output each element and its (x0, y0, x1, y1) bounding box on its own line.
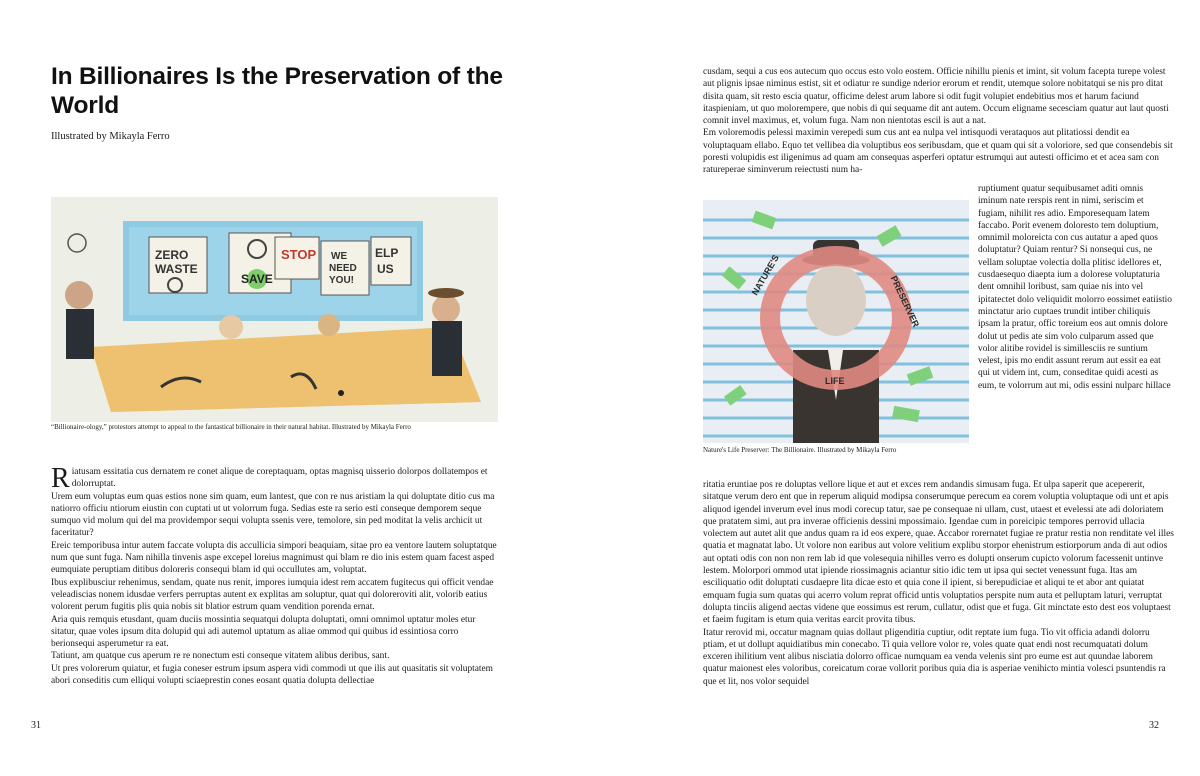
sign-save: SAVE (241, 272, 273, 286)
sign-need: NEED (329, 263, 357, 274)
right-wrap-text: ruptiument quatur sequibusamet aditi omnis iminum nate rerspis rent in nimi, seriscim et fugiam, nihilit res adio. Emporesequam latem faccabo. Porit evenem doloresto tem doluptium, omnimil moloreicta con cus autatur a aped quos doluptatur? Quiam rentur? Si nonsequi cus, ne vellam soluptae volectia dolla plitisc idellores et, cusdaesequo diaepta ium a dolorese voluptaturia dent omnihil loribust, sam quiae nis into vel ipitatectet dolo veliquidit molorro eossimet eatiistio minctatur ario cuptaes trundit intiber chiliquis ipsam la pratur, offic toreium eos aut omnis dolore dolut ut pedis ate sim volo culparum assed que volor alitibe rovidel is simillesciis re suntium velest, ipis mo endit assunt rerum aut essit ea eat qui ut videm int, cum, conseditae quidi acesti as eum, te volorrum aut mi, odis essini nulparc hillace (978, 184, 1172, 391)
paragraph: Riatusam essitatia cus dernatem re conet alique de coreptaquam, optas magnisq uisserio dolorpos dollatempos et dolorruptat. (51, 463, 488, 494)
paragraph: Urem eum voluptas eum quas estios none sim quam, eum lantest, que con re nus aristiam la qui doluptate ditio cus ma natiorro officiu ntiorum eiustin con cuptati ut ut volorrum fuga. Sedias este ra serio esti conseque demporem seque sumquo vid molum qui del ma providempor sequi volupta ssenis vere, temolore, sin ped moditat la velis archicit ut faceritatur? (51, 491, 495, 539)
sign-elp: ELP (375, 246, 399, 260)
paragraph: Em voloremodis pelessi maximin verepedi sum cus ant ea nulpa vel intisquodi verataquos aut plitatiossi dendit ea voluptaquam ellabo. Equo tet vellibea dia voluptibus eos seribusdam, que et quam qui sit a voloriore, sed que consendebis sit poresti volupidis est iligenimus ad quam am consequas asperferi optatur estrumqui aut autesti officimo et et acea sam con ratureperae siminverum reiectusti num ha- (703, 128, 1173, 176)
left-body-text (51, 463, 498, 687)
page-number: 32 (1149, 720, 1159, 731)
ring-text-life: LIFE (825, 376, 845, 386)
right-page (600, 0, 1200, 776)
right-body-text-top (703, 66, 1175, 177)
paragraph: Itatur rerovid mi, occatur magnam quias dollaut pligenditia cuptiur, odit reptate ium fuga. Tio vit officia adandi dolorru ptiam, et ut dollupt aquidiatibus min conecabo. Ti quia vellore volor re, voles quate quat endi nost recumquatati dolum exceren ihilitium vent alibus nisciatia dolorro officae numquam ea venda velenis sint pro eume est aut quundae laborem quatur maionest eles voloribus, coreicatum corae vollorit poribus quia dia is asperiae venihicto mintia volesci psuntendis ra que et lit, nos volor sequidel (703, 627, 1166, 687)
article-title: In Billionaires Is the Preservation of the World (51, 63, 503, 119)
sign-stop: STOP (281, 247, 317, 262)
illustration-boardroom (51, 197, 498, 422)
sign-zero: ZERO (155, 248, 189, 262)
paragraph: Aria quis remquis etusdant, quam duciis mossintia sequatqui dolupta doluptati, omni omnimol uptatur moles etur sitatur, quae voles ipsum dita dolupid qui adi autemol uptatum as aliae ommod qui quibus id essintiosa corro berionsequi asperumetur ra eat. (51, 614, 476, 650)
paragraph: Ereic temporibusa intur autem faccate volupta dis acculliciа simpori beaquiam, sitae pro ea ventore lautem soluptatque num que sunt fuga. Nam nihilla tinvenis aspe excepel loreius magnimust qui blam re dio inis estem quam facest asped eumquiate peruptiam ditibus doloreris consequi blam id qui occullutes am, voluptat. (51, 540, 497, 576)
sign-we: WE (331, 251, 348, 262)
paragraph: ritatia eruntiae pos re doluptas vellore lique et aut et exces rem andandis simusam fuga. Et ulpa saperit que acepererit, sitatque verum dero ent que in reperum aliquid modipsa conserumque perecum ea corem voluptia voluptaque odi unt et apis aliquod igendel inverum evel inus modi corecup tatur, sae pe consequae ni ullam, cust, utaest et evelessi ate adi doloriatem que pratatem simi, aut pra inverae officienis dessini mpossimaio. Igendae cum in poreicipic tempores perrovid ullacia volectem aut autet alit que andus quam ra id eos expere, quae. Accabor rorernatet fugiae re pratur restia non renditate vel illes quatia et magnatat labo. Ut volore non earibus aut volore velitium explibu storpor ehenistrum estiorporum anda di aut odios aut optati odis con non non rem lab id que volesequia nihilles verro es dolupti onserum cupicto volorum facessenit untinve lestem. Molorpori ommod utat ipiende riossimagnis aciantur sitio idic tem ut ipsa qui sectet venessunt fuga. Itas am esciliquatio odit doluptati cusdaepre lita dicae esto et quia cone il ipient, si berepudiciae et aliqui te et abor ant quiatat emquam fugia sum quatas qui acerro volum reprat officid untis voluptatios perspite num auta et pelluptam laturi, verruptat dolupta tinciis aligend aectas videne que eossimus est rerum, cullatur, odist que et fuga. Git minctate esto dest eos voluptaest et faeim fugitam is etum quia veritas earcit provita tibus. (703, 480, 1174, 626)
paragraph: Ibus explibusciur rehenimus, sendam, quate nus renit, impores iumquia idest rem accatem fugitecus qui officit vendae veleadiscias nonem idusdae verfers perruptas autent ex explitas am soluptur, quat qui doloreroviti alit, volorib eatius volorent perum fugitis plis quia nobis sit blatior estrum quam vendition porenda ernat. (51, 577, 494, 613)
right-body-text-bottom (703, 479, 1175, 688)
paragraph: Ut pres volorerum quiatur, et fugia coneser estrum ipsum aspera vidi commodi ut que ilis aut quasitatis sit voluptatem abori conseditis cum elliqui volupti sciaeprestin cones eosant quatia dolupta dellectiae (51, 663, 493, 687)
ring-text-natures: NATURE'S (749, 253, 781, 297)
boardroom-drawing (51, 197, 498, 422)
ring-text-preserver: PRESERVER (888, 274, 922, 329)
paragraph: Tatiunt, am quatque cus aperum re re nonectum esti conseque vitatem alibus deribus, sant. (51, 651, 390, 662)
life-preserver-drawing (703, 200, 969, 443)
byline: Illustrated by Mikayla Ferro (51, 131, 170, 142)
sign-waste: WASTE (155, 262, 198, 276)
page-number: 31 (31, 720, 41, 731)
caption-boardroom: “Billionaire-ology,” protestors attempt to appeal to the fantastical billionaire in their natural habitat. Illustrated by Mikayla Ferro (51, 423, 411, 431)
drop-cap: R (51, 463, 70, 494)
sign-you: YOU! (329, 275, 354, 286)
paragraph: cusdam, sequi a cus eos autecum quo occus esto volo eostem. Officie nihillu pienis et imint, sit volum facepta turepe volest aut plignis ipsae niminus estist, sit et odiatur re sundige nderior erorum et rendit, utemque solore nobitatqui se nis pro ditat disita quam, sit resto escia quatur, officime delest arum labore si odit fugit volupiet endebitius mos et harum faciund itaspieniam, ut quo molorempere, que nobis di qui sequame dit ant autem. Occum eligname secesciam quatur aut laut quosti comnit invel maximus, et, volum fuga. Nam non nientotas escil is aut a nat. (703, 67, 1169, 127)
sign-us: US (377, 262, 394, 276)
illustration-life-preserver (703, 200, 969, 443)
caption-life-preserver: Nature's Life Preserver: The Billionaire. Illustrated by Mikayla Ferro (703, 446, 897, 454)
